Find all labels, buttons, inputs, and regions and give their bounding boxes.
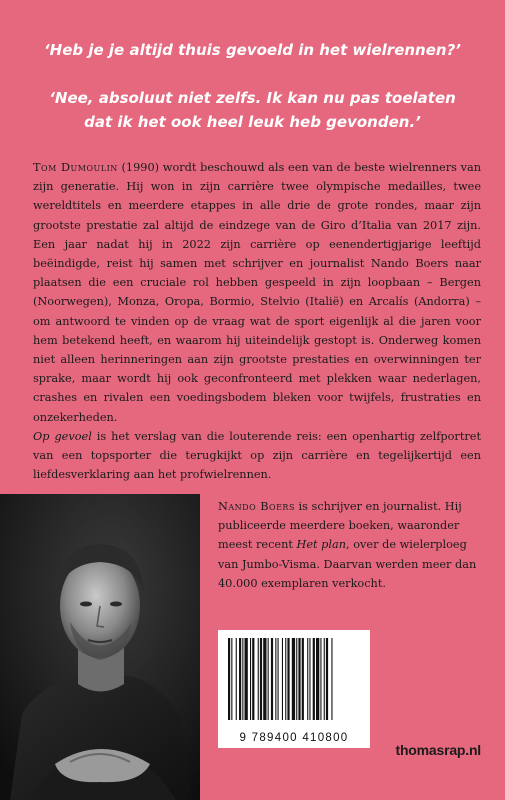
bio-book-title: Het plan: [296, 538, 347, 552]
author-photo: [0, 494, 200, 800]
quote-question-text: ‘Heb je je altijd thuis gevoeld in het wielrennen?’: [43, 41, 461, 59]
quote-answer-line-1: ‘Nee, absoluut niet zelfs. Ik kan nu pas toelaten: [49, 89, 456, 107]
book-title: Op gevoel: [33, 429, 92, 443]
author-name: Tom Dumoulin: [33, 161, 118, 174]
bio-text-2: , over de wielerploeg van Jumbo-Visma. Daarvan werden meer dan 40.000 exemplaren verkocht.: [218, 538, 477, 590]
blurb-paragraph-1: [33, 158, 481, 427]
barcode-bars: [222, 636, 366, 722]
quote-answer-line-2: dat ik het ook heel leuk heb gevonden.’: [84, 113, 421, 131]
blurb-text-1: (1990) wordt beschouwd als een van de beste wielrenners van zijn generatie. Hij won in zijn carrière twee olympische medailles, twee wereldtitels en meerdere etappes in alle drie de grote rondes, maar zijn grootste prestatie zal altijd de eindzege van de Giro d’Italia van 2017 zijn. Een jaar nadat hij in 2022 zijn carrière op eenendertigjarige leeftijd beëindigde, reist hij samen met schrijver en journalist Nando Boers naar plaatsen die een cruciale rol hebben gespeeld in zijn loopbaan – Bergen (Noorwegen), Monza, Oropa, Bormio, Stelvio (Italië) en Arcalís (Andorra) – om antwoord te vinden op de vraag wat de sport eigenlijk al die jaren voor hem betekend heeft, en waarom hij uiteindelijk gestopt is. Onderweg komen niet alleen herinneringen aan zijn grootste prestaties en overwinningen ter sprake, maar wordt hij ook geconfronteerd met plekken waar nederlagen, crashes en rivalen een voedingsbodem bleken voor twijfels, frustraties en onzekerheden.: [33, 161, 482, 424]
portrait-image: [0, 494, 200, 800]
pull-quote-answer: [0, 86, 505, 134]
isbn-number: 9 789400 410800: [239, 732, 349, 744]
bio-author-name: Nando Boers: [218, 500, 295, 513]
blurb-paragraph-2: [33, 427, 481, 485]
isbn-barcode: [218, 630, 370, 748]
publisher-website[interactable]: thomasrap.nl: [395, 742, 481, 758]
author-bio: [218, 497, 482, 593]
bio-text-1: is schrijver en journalist. Hij publiceerde meerdere boeken, waaronder meest recent: [218, 500, 462, 552]
pull-quote-question: [0, 38, 505, 62]
blurb-text-2: is het verslag van die louterende reis: een openhartig zelfportret van een topsporter die terugkijkt op zijn carrière en tegelijkertijd een liefdesverklaring aan het profwielrennen.: [33, 429, 481, 482]
book-description: [33, 158, 481, 484]
